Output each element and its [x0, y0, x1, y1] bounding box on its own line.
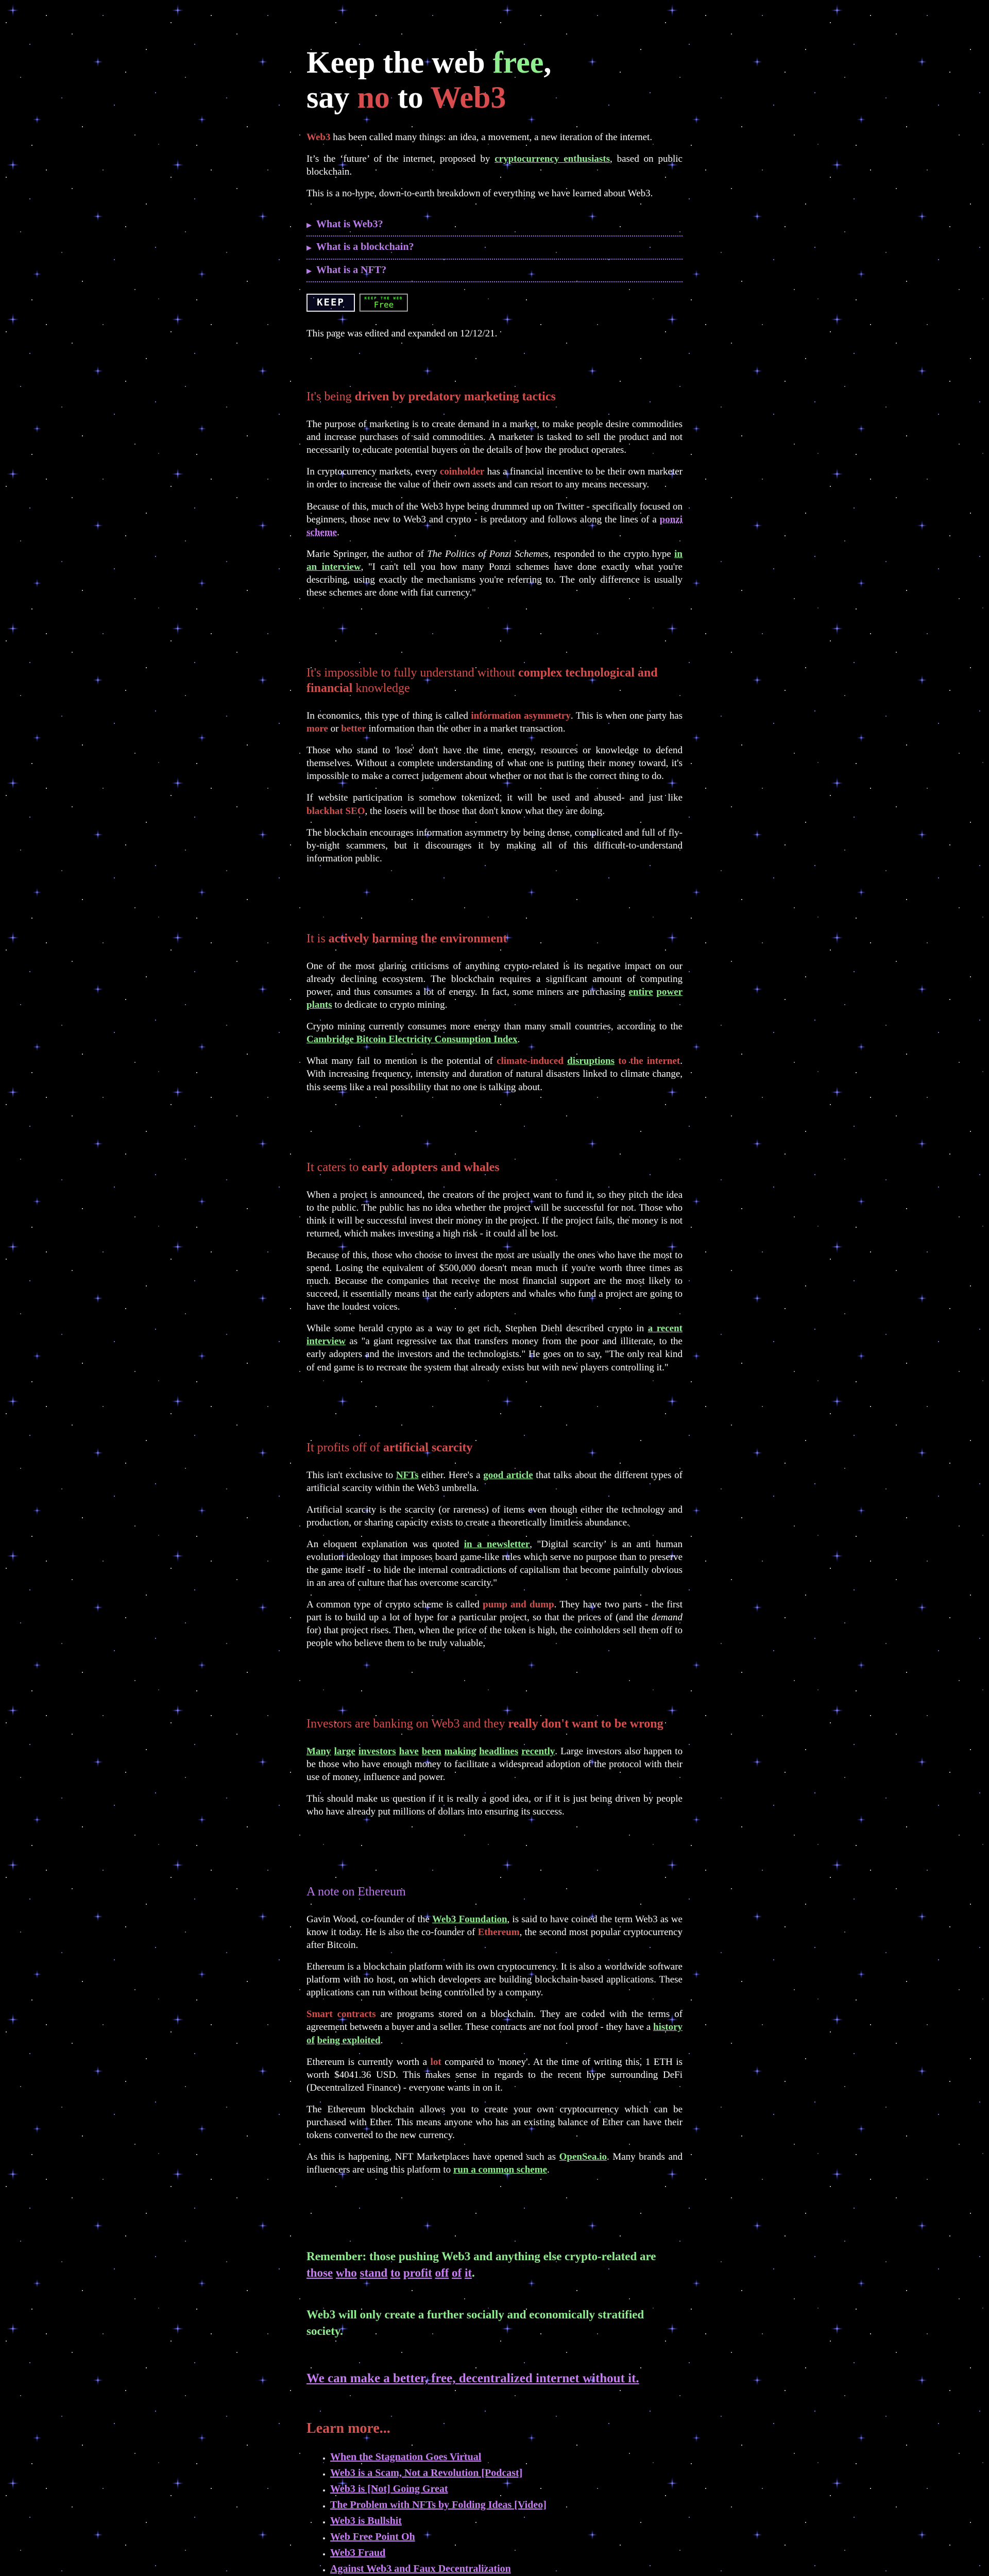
- paragraph: [306, 465, 683, 491]
- text-span: either. Here's a: [418, 1469, 484, 1481]
- disclosure-triangle-icon: ▶: [306, 221, 312, 229]
- article-sections: [306, 389, 683, 2176]
- text-span: This isn't exclusive to: [306, 1469, 396, 1481]
- section-heading: [306, 1884, 683, 1900]
- text-span: , "Digital scarcity’ is an anti human evolution ideology that imposes board game-like rules which serve no purpose than to preserve the game itself - to hide the internal contradictions of capitalism that become painfully obvious in an area of culture that has overcome scarcity.": [306, 1538, 683, 1589]
- paragraph: [306, 500, 683, 539]
- text-link[interactable]: Web3 is Bullshit: [330, 2515, 402, 2527]
- heading-text: driven by predatory marketing tactics: [354, 390, 556, 404]
- text-link[interactable]: been: [421, 1745, 441, 1757]
- edited-note: This page was edited and expanded on 12/12/21.: [306, 328, 498, 340]
- faq-item-blockchain: [306, 238, 683, 259]
- heading-text: artificial scarcity: [383, 1440, 473, 1454]
- text-link[interactable]: disruptions: [567, 1056, 615, 1067]
- paragraph: [306, 1189, 683, 1240]
- keep-badge-label: KEEP: [317, 297, 345, 309]
- text-link[interactable]: Many: [306, 1745, 331, 1757]
- paragraph: [306, 1960, 683, 1999]
- text-span: as "a giant regressive tax that transfers money from the poor and illiterate, to the early adopters and the investors and the technologists." He goes on to say, "The only real kind of end game is to recreate the system that already exists but with new players controlling it.": [306, 1336, 683, 1373]
- text-span: Ethereum: [478, 1927, 520, 1938]
- free-label: Free: [373, 299, 394, 310]
- text-link[interactable]: cryptocurrency enthusiasts: [494, 153, 610, 164]
- title-white-2: say: [306, 80, 357, 114]
- keep-badge[interactable]: [306, 294, 355, 312]
- text-span: lot: [430, 2056, 441, 2067]
- section-heading: [306, 389, 683, 404]
- section-heading: [306, 1440, 683, 1455]
- text-link[interactable]: in a newsletter: [464, 1538, 530, 1550]
- list-item: [330, 2547, 683, 2560]
- paragraph: [306, 1249, 683, 1313]
- paragraph: [306, 960, 683, 1011]
- text-span: Crypto mining currently consumes more energy than many small countries, according to the: [306, 1021, 683, 1032]
- text-link[interactable]: off: [435, 2266, 449, 2280]
- text-span: The purpose of marketing is to create demand in a market, to make people desire commodities and increase purchases of said commodities. A marketer is tasked to sell the product and not necessarily to educate potential buyers on the details of how the product operates.: [306, 419, 683, 456]
- text-span: .: [517, 1034, 520, 1045]
- text-link[interactable]: Web3 Fraud: [330, 2547, 386, 2558]
- list-item: [330, 2499, 683, 2512]
- paragraph: [306, 1020, 683, 1046]
- section-whales: [306, 1160, 683, 1374]
- text-span: has been called many things: an idea, a movement, a new iteration of the internet.: [330, 131, 653, 143]
- text-span: In cryptocurrency markets, every: [306, 466, 440, 478]
- text-link[interactable]: those: [306, 2266, 333, 2280]
- text-span: . Many brands and influencers are using this platform to: [306, 2151, 683, 2176]
- paragraph: [306, 1055, 683, 1093]
- text-link[interactable]: a recent interview: [306, 1323, 683, 1347]
- paragraph: [306, 548, 683, 599]
- text-span: coinholder: [439, 466, 485, 478]
- text-span: One of the most glaring criticisms of anything crypto-related is its negative impact on our already declining ecosystem. The blockchain requires a significant amount of computing power, and thus consumes a lot of energy. In fact, some miners are purchasing: [306, 960, 683, 998]
- paragraph: [306, 826, 683, 865]
- text-link[interactable]: Cambridge Bitcoin Electricity Consumption Index: [306, 1034, 518, 1045]
- section-heading: [306, 1160, 683, 1175]
- text-span: , is said to have coined the term Web3 as we know it today. He is also the co-founder of: [306, 1913, 683, 1938]
- text-link[interactable]: headlines: [479, 1745, 519, 1757]
- section-marketing: [306, 389, 683, 599]
- text-span: Web3 will only create a further socially and economically stratified society.: [306, 2308, 644, 2337]
- text-span: Those who stand to 'lose' don't have the time, energy, resources or knowledge to defend themselves. Without a complete understanding of what one is putting their money toward, it's impossible to make a correct judgement about whether or not that is the correct thing to do.: [306, 745, 683, 782]
- text-span: Marie Springer, the author of: [306, 548, 428, 560]
- page-header: [306, 45, 683, 115]
- heading-text: actively harming the environment: [328, 931, 507, 945]
- heading-text: A note on Ethereum: [306, 1885, 406, 1899]
- faq-question-blockchain[interactable]: [306, 238, 683, 259]
- text-span: to the internet: [615, 1056, 680, 1067]
- text-span: for) that project rises. Then, when the price of the token is high, the coinholders sell them off to people who believe them to be truly valuable,: [306, 1625, 683, 1649]
- text-link[interactable]: Web3 Foundation: [432, 1913, 507, 1925]
- page: [306, 0, 683, 2576]
- paragraph: [306, 418, 683, 456]
- disclosure-triangle-icon: ▶: [306, 244, 312, 252]
- text-span: or: [328, 723, 342, 735]
- text-span: , the losers will be those that don't know what they are doing.: [365, 805, 605, 817]
- title-web3: Web3: [430, 80, 506, 114]
- paragraph: [306, 131, 683, 144]
- text-span: Smart contracts: [306, 2009, 376, 2020]
- section-heading: [306, 665, 683, 696]
- text-link[interactable]: history: [653, 2022, 683, 2033]
- text-span: . With increasing frequency, intensity and duration of natural disasters linked to climate change, this seems like a real possibility that no one is talking about.: [306, 1056, 683, 1093]
- list-item: [330, 2451, 683, 2464]
- text-link[interactable]: When the Stagnation Goes Virtual: [330, 2451, 482, 2463]
- paragraph: [306, 1913, 683, 1952]
- text-span: compared to 'money'. At the time of writing this, 1 ETH is worth $4041.36 USD. This makes sense in regards to the recent hype surrounding DeFi (Decentralized Finance) - everyone wants in on it.: [306, 2056, 683, 2093]
- text-span: . Large investors also happen to be those who have enough money to facilitate a widespread adoption of the protocol with their use of money, influence and power.: [306, 1745, 683, 1783]
- text-link[interactable]: Web3 is a Scam, Not a Revolution [Podcast]: [330, 2467, 523, 2479]
- faq-item-web3: [306, 215, 683, 236]
- badges: [306, 294, 683, 312]
- title-no: no: [357, 80, 390, 114]
- intro: [306, 131, 683, 200]
- section-knowledge: [306, 665, 683, 865]
- keep-the-web-free-badge[interactable]: [360, 294, 408, 312]
- heading-text: It is: [306, 931, 329, 945]
- text-span: This is a no-hype, down-to-earth breakdown of everything we have learned about Web3.: [306, 188, 653, 199]
- text-link[interactable]: have: [399, 1745, 419, 1757]
- heading-text: Investors are banking on Web3 and they: [306, 1717, 508, 1731]
- text-link[interactable]: We can make a better, free, decentralized internet without it.: [306, 2371, 639, 2385]
- text-link[interactable]: The Problem with NFTs by Folding Ideas [Video]: [330, 2499, 547, 2511]
- paragraph: [306, 187, 683, 200]
- paragraph: [306, 1792, 683, 1818]
- heading-text: really don't want to be wrong: [508, 1717, 663, 1731]
- paragraph: [306, 2369, 683, 2387]
- closing: [306, 2248, 683, 2387]
- title-white-1: Keep the web: [306, 45, 493, 79]
- faq-question-web3[interactable]: [306, 215, 683, 236]
- text-span: While some herald crypto as a way to get rich, Stephen Diehl described crypto in: [306, 1323, 648, 1334]
- text-span: . They have two parts - the first part is to build up a lot of hype for a particular project, so that the prices of (and the: [306, 1599, 683, 1623]
- text-link[interactable]: Against Web3 and Faux Decentralization: [330, 2563, 511, 2574]
- text-span: The Ethereum blockchain allows you to create your own cryptocurrency which can be purchased with Ether. This means anyone who has an existing balance of Ether can have their tokens converted to the new currency.: [306, 2104, 683, 2141]
- paragraph: [306, 2307, 683, 2340]
- list-item: [330, 2467, 683, 2480]
- section-investors: [306, 1716, 683, 1818]
- title-to: to: [389, 80, 431, 114]
- text-span: This should make us question if it is really a good idea, or if it is just being driven by people who have already put millions of dollars into ensuring its success.: [306, 1793, 683, 1817]
- text-link[interactable]: investors: [358, 1745, 396, 1757]
- text-span: As this is happening, NFT Marketplaces have opened such as: [306, 2151, 559, 2163]
- text-span: , the second most popular cryptocurrency after Bitcoin.: [306, 1927, 683, 1951]
- text-span: Artificial scarcity is the scarcity (or rareness) of items even though either the technology and production, or sharing capacity exists to create a theoretically limitless abundance.: [306, 1504, 683, 1528]
- text-link[interactable]: run a common scheme: [453, 2164, 547, 2176]
- text-link[interactable]: stand: [360, 2266, 388, 2280]
- paragraph: [306, 1745, 683, 1784]
- faq-list: [306, 215, 683, 282]
- text-span: .: [337, 527, 339, 538]
- text-span: Gavin Wood, co-founder of the: [306, 1913, 432, 1925]
- keep-the-web-label: KEEP THE WEB: [364, 296, 403, 301]
- text-span: information than the other in a market transaction.: [366, 723, 566, 735]
- text-link[interactable]: profit: [403, 2266, 432, 2280]
- text-link[interactable]: in an interview: [306, 548, 683, 572]
- text-link[interactable]: ponzi scheme: [306, 514, 683, 538]
- paragraph: [306, 709, 683, 735]
- text-link[interactable]: it: [464, 2266, 472, 2280]
- paragraph: [306, 2056, 683, 2094]
- text-span: demand: [651, 1612, 683, 1623]
- section-environment: [306, 931, 683, 1094]
- text-link[interactable]: Web Free Point Oh: [330, 2531, 415, 2543]
- text-span: Ethereum is currently worth a: [306, 2056, 431, 2067]
- text-span: information asymmetry: [471, 710, 571, 722]
- text-link[interactable]: large: [334, 1745, 355, 1757]
- text-link[interactable]: plants: [306, 999, 332, 1011]
- heading-text: knowledge: [352, 682, 410, 696]
- text-link[interactable]: OpenSea.io: [559, 2151, 607, 2163]
- text-span: Web3: [306, 131, 331, 143]
- text-span: When a project is announced, the creators of the project want to fund it, so they pitch the idea to the public. The public has no idea whether the project will be successful for not. Those who think it will be successful invest their money in the project. If the project fails, the money is not returned, which makes investing a high risk - it could all be lost.: [306, 1189, 683, 1239]
- list-item: [330, 2563, 683, 2575]
- paragraph: [306, 744, 683, 783]
- paragraph: [306, 1503, 683, 1529]
- text-link[interactable]: who: [335, 2266, 357, 2280]
- text-span: .: [547, 2164, 550, 2176]
- paragraph: [306, 2150, 683, 2176]
- faq-question-label: What is a blockchain?: [316, 241, 414, 253]
- text-span: It’s the ‘future’ of the internet, proposed by: [306, 153, 495, 164]
- text-link[interactable]: recently: [521, 1745, 555, 1757]
- text-span: If website participation is somehow tokenized, it will be used and abused- and just like: [306, 792, 683, 804]
- text-span: are programs stored on a blockchain. They are coded with the terms of agreement between a buyer and a seller. These contracts are not fool proof - they have a: [306, 2009, 683, 2033]
- page-title: [306, 45, 683, 115]
- text-span: An eloquent explanation was quoted: [306, 1538, 464, 1550]
- text-span: , "I can't tell you how many Ponzi schemes have done exactly what you're describing, using exactly the mechanisms you're referring to. The only difference is usually these schemes are done with fiat currency.": [306, 561, 683, 599]
- heading-text: It caters to: [306, 1160, 362, 1174]
- paragraph: [306, 791, 683, 817]
- text-span: climate-induced: [497, 1056, 568, 1067]
- heading-text: complex technological and financial: [306, 666, 658, 696]
- text-link[interactable]: making: [444, 1745, 476, 1757]
- faq-question-label: What is a NFT?: [316, 264, 387, 276]
- faq-item-nft: [306, 261, 683, 282]
- text-span: pump and dump: [483, 1599, 554, 1611]
- list-item: [330, 2531, 683, 2544]
- learn-more-section: [306, 2419, 683, 2576]
- title-comma: ,: [543, 45, 552, 79]
- text-span: has a financial incentive to be their own marketer in order to increase the value of their own assets and can resort to any means necessary.: [306, 466, 683, 490]
- title-free: free: [492, 45, 544, 79]
- text-link[interactable]: of: [452, 2266, 462, 2280]
- text-span: , responded to the crypto hype: [548, 548, 675, 560]
- text-link[interactable]: to: [390, 2266, 401, 2280]
- learn-more-list: [306, 2451, 683, 2576]
- text-span: Ethereum is a blockchain platform with its own cryptocurrency. It is also a worldwide software platform with no host, on which developers are building blockchain-based applications. These applications can run without being controlled by a company.: [306, 1961, 683, 1998]
- text-span: .: [380, 2035, 383, 2046]
- disclosure-triangle-icon: ▶: [306, 266, 312, 275]
- heading-text: It's being: [306, 390, 355, 404]
- paragraph: [306, 2103, 683, 2142]
- text-link[interactable]: entire: [628, 987, 653, 998]
- section-heading: [306, 1716, 683, 1732]
- text-link[interactable]: of: [306, 2035, 315, 2046]
- faq-question-label: What is Web3?: [316, 218, 383, 230]
- text-link[interactable]: NFTs: [396, 1469, 419, 1481]
- text-span: , based on public blockchain.: [306, 153, 683, 177]
- text-span: Remember: those pushing Web3 and anything else crypto-related are: [306, 2250, 656, 2263]
- text-span: that talks about the different types of artificial scarcity within the Web3 umbrella.: [306, 1469, 683, 1494]
- text-span: A common type of crypto scheme is called: [306, 1599, 483, 1611]
- list-item: [330, 2515, 683, 2528]
- text-link[interactable]: Web3 is [Not] Going Great: [330, 2483, 448, 2495]
- text-span: . This is when one party has: [570, 710, 683, 722]
- paragraph: [306, 1322, 683, 1374]
- paragraph: [306, 1469, 683, 1495]
- paragraph: [306, 1538, 683, 1589]
- text-span: .: [472, 2266, 475, 2280]
- heading-text: It's impossible to fully understand without: [306, 666, 518, 680]
- text-span: blackhat SEO: [306, 805, 365, 817]
- text-link[interactable]: good article: [483, 1469, 533, 1481]
- text-span: better: [341, 723, 366, 735]
- text-span: The Politics of Ponzi Schemes: [427, 548, 549, 560]
- paragraph: [306, 2008, 683, 2046]
- learn-more-title: Learn more...: [306, 2420, 390, 2436]
- heading-text: early adopters and whales: [362, 1160, 500, 1174]
- text-span: more: [306, 723, 328, 735]
- text-link[interactable]: being exploited: [317, 2035, 381, 2046]
- text-span: What many fail to mention is the potential of: [306, 1056, 497, 1067]
- section-ethereum: [306, 1884, 683, 2176]
- text-span: In economics, this type of thing is called: [306, 710, 471, 722]
- paragraph: [306, 1598, 683, 1650]
- text-span: Because of this, much of the Web3 hype being drummed up on Twitter - specifically focused on beginners, those new to Web3 and crypto - is predatory and follows along the lines of a: [306, 501, 683, 525]
- faq-question-nft[interactable]: [306, 261, 683, 282]
- section-scarcity: [306, 1440, 683, 1650]
- heading-text: It profits off of: [306, 1440, 383, 1454]
- paragraph: [306, 2248, 683, 2281]
- text-span: The blockchain encourages information asymmetry by being dense, complicated and full of fly-by-night scammers, but it discourages it by making all of this difficult-to-understand information public.: [306, 827, 683, 864]
- text-span: to dedicate to crypto mining.: [332, 999, 448, 1011]
- paragraph: [306, 152, 683, 178]
- text-span: Because of this, those who choose to invest the most are usually the ones who have the most to spend. Losing the equivalent of $500,000 doesn't mean much if you're worth three times as much. Because the companies that receive the most financial support are the most likely to succeed, it essentially means that the early adopters and whales who fund a project are going to have the loudest voices.: [306, 1249, 683, 1313]
- section-heading: [306, 931, 683, 946]
- list-item: [330, 2483, 683, 2496]
- text-link[interactable]: power: [656, 987, 683, 998]
